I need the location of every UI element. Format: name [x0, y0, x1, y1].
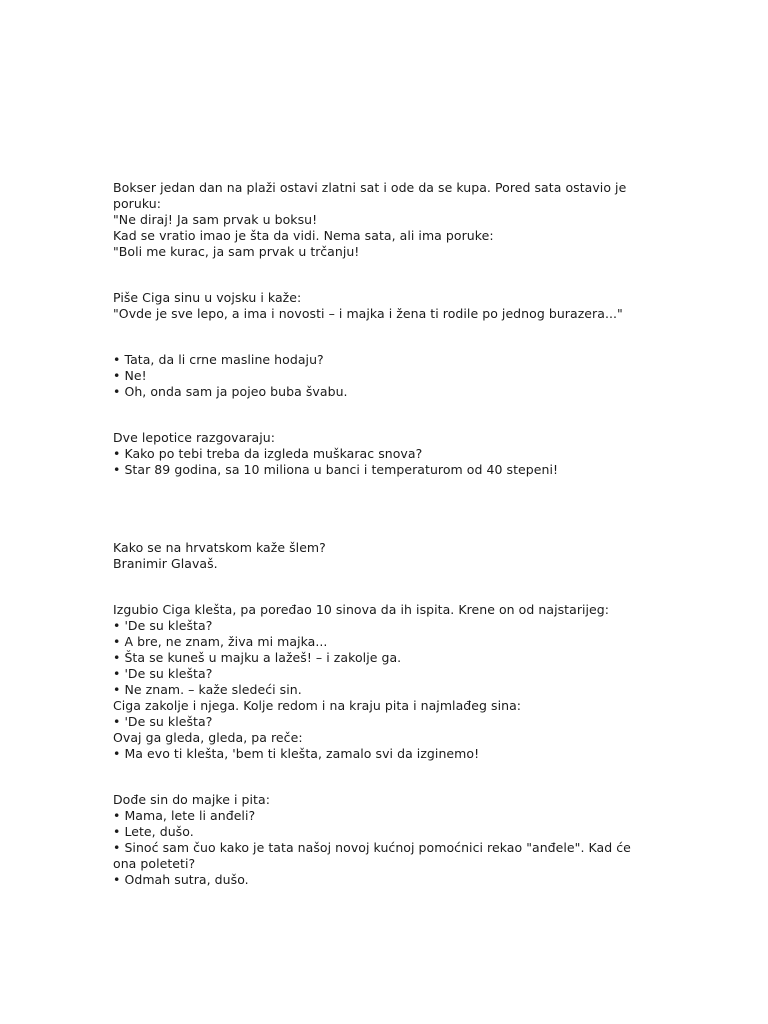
joke-boxer	[113, 180, 653, 260]
text-line: Ciga zakolje i njega. Kolje redom i na kraju pita i najmlađeg sina:	[113, 698, 522, 713]
joke-olives	[113, 352, 653, 400]
text-line: • A bre, ne znam, živa mi majka...	[113, 634, 328, 649]
text-line: "Ne diraj! Ja sam prvak u boksu!	[113, 212, 318, 227]
text-line: • Star 89 godina, sa 10 miliona u banci i temperaturom od 40 stepeni!	[113, 462, 559, 477]
text-line: Ovaj ga gleda, gleda, pa reče:	[113, 730, 303, 745]
text-line: • Šta se kuneš u majku a lažeš! – i zakolje ga.	[113, 650, 402, 665]
joke-angels	[113, 792, 653, 888]
text-line: • Ne znam. – kaže sledeći sin.	[113, 682, 302, 697]
joke-two-beauties	[113, 430, 653, 478]
text-line: "Ovde je sve lepo, a ima i novosti – i majka i žena ti rodile po jednog burazera..."	[113, 306, 623, 321]
text-line: • 'De su klešta?	[113, 618, 213, 633]
text-line: Dođe sin do majke i pita:	[113, 792, 270, 807]
joke-helmet	[113, 540, 653, 572]
joke-pliers	[113, 602, 653, 762]
text-line: • Sinoć sam čuo kako je tata našoj novoj kućnoj pomoćnici rekao "anđele". Kad će ona poleteti?	[113, 840, 631, 871]
text-line: • 'De su klešta?	[113, 714, 213, 729]
text-line: • Oh, onda sam ja pojeo buba švabu.	[113, 384, 348, 399]
text-line: • Odmah sutra, dušo.	[113, 872, 249, 887]
text-line: • Lete, dušo.	[113, 824, 194, 839]
text-line: • Ne!	[113, 368, 147, 383]
text-line: Kako se na hrvatskom kaže šlem?	[113, 540, 326, 555]
text-line: Branimir Glavaš.	[113, 556, 218, 571]
text-line: • Tata, da li crne masline hodaju?	[113, 352, 324, 367]
text-line: Kad se vratio imao je šta da vidi. Nema sata, ali ima poruke:	[113, 228, 494, 243]
text-line: • Ma evo ti klešta, 'bem ti klešta, zamalo svi da izginemo!	[113, 746, 480, 761]
text-line: Izgubio Ciga klešta, pa poređao 10 sinova da ih ispita. Krene on od najstarijeg:	[113, 602, 610, 617]
joke-letter-to-son	[113, 290, 653, 322]
text-line: • Kako po tebi treba da izgleda muškarac snova?	[113, 446, 423, 461]
text-line: Dve lepotice razgovaraju:	[113, 430, 275, 445]
text-line: Bokser jedan dan na plaži ostavi zlatni sat i ode da se kupa. Pored sata ostavio je poruku:	[113, 180, 627, 211]
document-page	[113, 180, 653, 888]
text-line: "Boli me kurac, ja sam prvak u trčanju!	[113, 244, 360, 259]
text-line: Piše Ciga sinu u vojsku i kaže:	[113, 290, 302, 305]
text-line: • Mama, lete li anđeli?	[113, 808, 256, 823]
text-line: • 'De su klešta?	[113, 666, 213, 681]
